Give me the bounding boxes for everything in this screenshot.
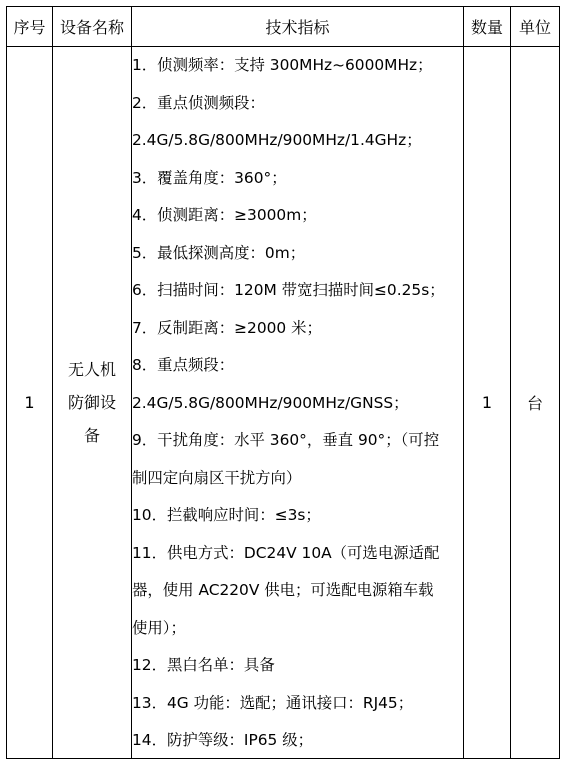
spec-line: 8．重点频段： bbox=[132, 356, 235, 374]
spec-line: 12．黑白名单：具备 bbox=[132, 656, 275, 674]
cell-unit: 台 bbox=[526, 394, 543, 413]
spec-line: 5．最低探测高度：0m； bbox=[132, 243, 306, 262]
spec-line: 9．干扰角度：水平 360°，垂直 90°；（可控 bbox=[132, 431, 440, 449]
spec-line: 14．防护等级：IP65 级； bbox=[132, 731, 314, 749]
spec-line: 2.4G/5.8G/800MHz/900MHz/1.4GHz； bbox=[132, 131, 422, 149]
spec-line: 2.4G/5.8G/800MHz/900MHz/GNSS； bbox=[132, 393, 409, 412]
cell-device-name-wrap bbox=[53, 47, 131, 758]
spec-line: 器，使用 AC220V 供电；可选配电源箱车载 bbox=[132, 581, 434, 599]
spec-line: 1．侦测频率：支持 300MHz~6000MHz； bbox=[132, 56, 433, 74]
spec-list bbox=[132, 47, 462, 758]
header-spec: 技术指标 bbox=[265, 18, 330, 37]
cell-seq: 1 bbox=[24, 393, 35, 412]
spec-line: 4．侦测距离：≥3000m； bbox=[132, 206, 317, 224]
spec-line: 6．扫描时间：120M 带宽扫描时间≤0.25s； bbox=[132, 281, 445, 299]
spec-line: 11．供电方式：DC24V 10A（可选电源适配 bbox=[132, 543, 440, 562]
cell-device-name: 无人机防御设备 bbox=[67, 360, 116, 445]
spec-table bbox=[6, 6, 560, 759]
cell-quantity: 1 bbox=[481, 393, 493, 412]
spec-line: 10．拦截响应时间：≤3s； bbox=[132, 506, 321, 524]
spec-line: 13．4G 功能：选配；通讯接口：RJ45； bbox=[132, 693, 414, 712]
spec-line: 2．重点侦测频段： bbox=[132, 93, 265, 112]
spec-line: 3．覆盖角度：360°； bbox=[132, 168, 287, 187]
header-unit: 单位 bbox=[518, 18, 551, 37]
spec-line: 制四定向扇区干扰方向） bbox=[132, 468, 302, 487]
header-device-name: 设备名称 bbox=[59, 18, 124, 37]
header-quantity: 数量 bbox=[470, 18, 503, 37]
spec-line: 使用）； bbox=[132, 618, 186, 637]
header-seq: 序号 bbox=[13, 18, 46, 37]
spec-line: 7．反制距离：≥2000 米； bbox=[132, 318, 322, 337]
